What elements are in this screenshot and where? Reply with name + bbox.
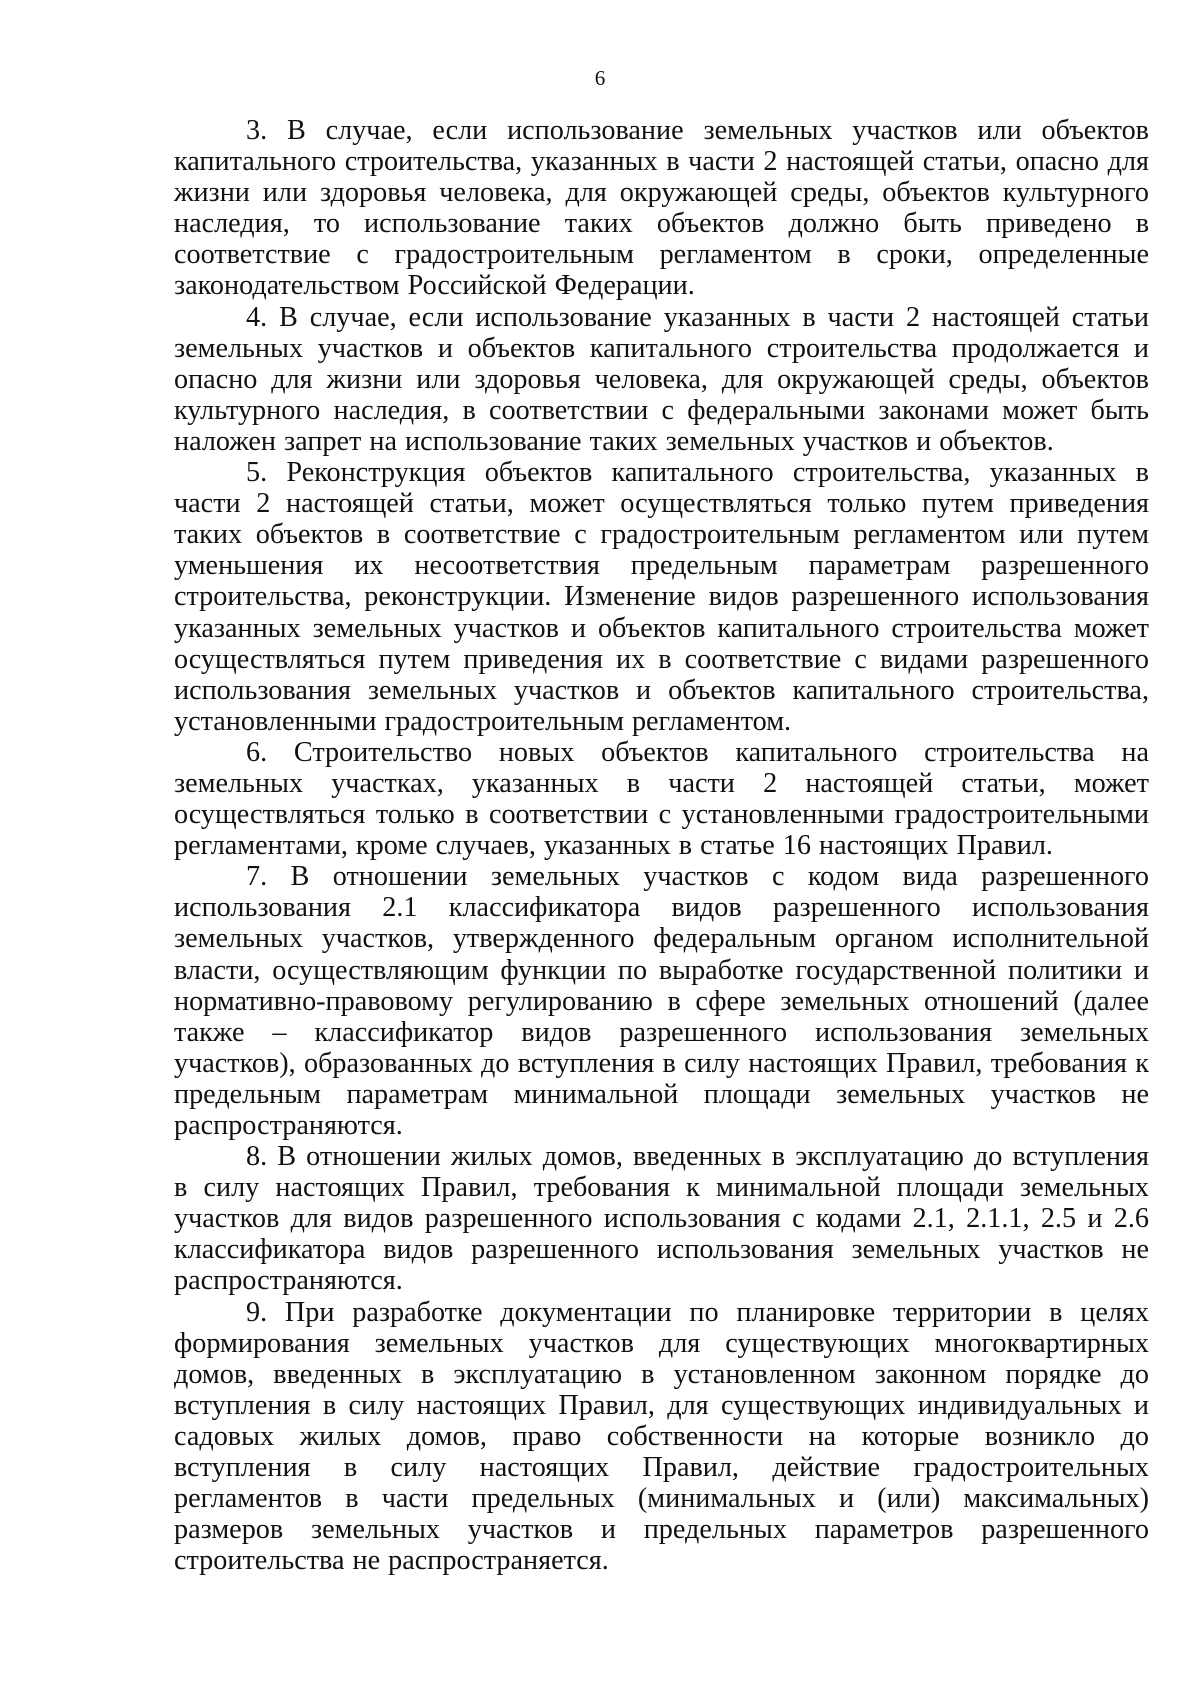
page-number: 6 — [594, 66, 606, 90]
paragraph-5: 5. Реконструкция объектов капитального строительства, указанных в части 2 настоящей статьи, может осуществляться только путем приведения таких объектов в соответствие с градостроительным регламентом или путем уменьшения их несоответствия предельным параметрам разрешенного строительства, реконструкции. Изменение видов разрешенного использования указанных земельных участков и объектов капитального строительства может осуществляться путем приведения их в соответствие с видами разрешенного использования земельных участков и объектов капитального строительства, установленными градостроительным регламентом. — [174, 457, 1149, 737]
paragraph-6: 6. Строительство новых объектов капитального строительства на земельных участках, указанных в части 2 настоящей статьи, может осуществляться только в соответствии с установленными градостроительными регламентами, кроме случаев, указанных в статье 16 настоящих Правил. — [174, 736, 1149, 862]
paragraph-8: 8. В отношении жилых домов, введенных в эксплуатацию до вступления в силу настоящих Правил, требования к минимальной площади земельных участков для видов разрешенного использования с кодами 2.1, 2.1.1, 2.5 и 2.6 классификатора видов разрешенного использования земельных участков не распространяются. — [174, 1141, 1149, 1297]
paragraph-9: 9. При разработке документации по планировке территории в целях формирования земельных участков для существующих многоквартирных домов, введенных в эксплуатацию в установленном законном порядке до вступления в силу настоящих Правил, для существующих индивидуальных и садовых жилых домов, право собственности на которые возникло до вступления в силу настоящих Правил, действие градостроительных регламентов в части предельных (минимальных и (или) максимальных) размеров земельных участков и предельных параметров разрешенного строительства не распространяется. — [174, 1296, 1149, 1577]
document-body — [174, 115, 1149, 1576]
paragraph-4: 4. В случае, если использование указанных в части 2 настоящей статьи земельных участков и объектов капитального строительства продолжается и опасно для жизни или здоровья человека, для окружающей среды, объектов культурного наследия, в соответствии с федеральными законами может быть наложен запрет на использование таких земельных участков и объектов. — [174, 301, 1149, 457]
paragraph-7: 7. В отношении земельных участков с кодом вида разрешенного использования 2.1 классификатора видов разрешенного использования земельных участков, утвержденного федеральным органом исполнительной власти, осуществляющим функции по выработке государственной политики и нормативно-правовому регулированию в сфере земельных отношений (далее также – классификатор видов разрешенного использования земельных участков), образованных до вступления в силу настоящих Правил, требования к предельным параметрам минимальной площади земельных участков не распространяются. — [174, 861, 1149, 1141]
paragraph-3: 3. В случае, если использование земельных участков или объектов капитального строительства, указанных в части 2 настоящей статьи, опасно для жизни или здоровья человека, для окружающей среды, объектов культурного наследия, то использование таких объектов должно быть приведено в соответствие с градостроительным регламентом в сроки, определенные законодательством Российской Федерации. — [174, 115, 1149, 302]
